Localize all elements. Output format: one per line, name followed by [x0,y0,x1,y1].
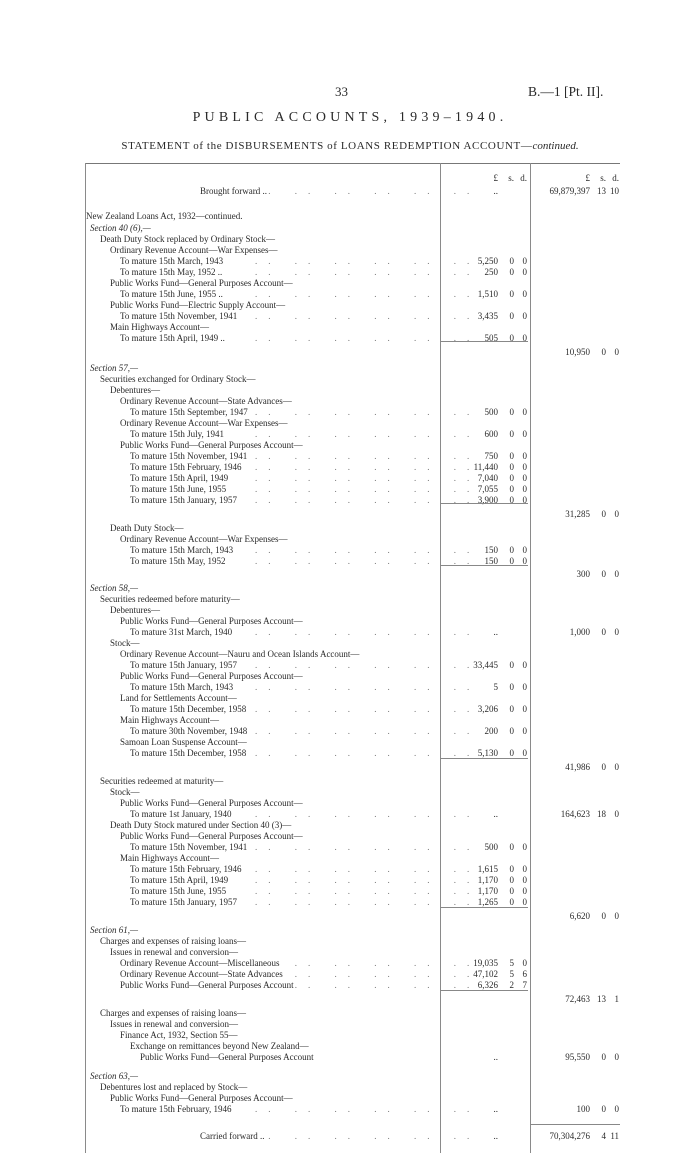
row-label: To mature 15th May, 1952 [130,556,226,566]
pence: 0 [522,267,527,277]
pounds: 69,879,397 [549,186,590,196]
row-label: Public Works Fund—General Purposes Account— [120,616,303,626]
row-label: To mature 15th November, 1941 [130,451,248,461]
leader-dots: .. .. .. .. .. .. [255,256,481,266]
row-label: Finance Act, 1932, Section 55— [120,1030,238,1040]
row-label: Ordinary Revenue Account—State Advances— [120,396,292,406]
leader-dots: .. .. .. .. .. .. [255,627,481,637]
ledger-row [0,761,700,773]
row-label: Brought forward .. [200,186,267,196]
row-label: Ordinary Revenue Account—War Expenses— [120,534,288,544]
row-label: Section 58,— [90,583,138,593]
shillings: 0 [601,762,606,772]
pence: 0 [614,569,619,579]
pounds: .. [493,1052,498,1062]
pounds: 500 [484,407,498,417]
leader-dots: .. .. .. .. .. .. [255,473,481,483]
pounds: 600 [484,429,498,439]
row-label: Charges and expenses of raising loans— [100,1008,247,1018]
pounds: .. [493,1131,498,1141]
pounds: 3,206 [477,704,498,714]
row-label: Public Works Fund—Electric Supply Account— [110,300,286,310]
shillings: 0 [509,289,514,299]
pence: 0 [522,704,527,714]
row-label: To mature 15th April, 1949 [130,875,229,885]
leader-dots: .. .. .. .. .. .. [255,333,481,343]
row-label: To mature 1st January, 1940 [130,809,232,819]
leader-dots: .. .. .. .. .. .. [255,556,481,566]
pounds: 1,510 [477,289,498,299]
pounds: 1,000 [569,627,590,637]
ledger-row [0,896,700,908]
leader-dots: .. .. .. .. .. .. [255,407,481,417]
ledger-row [0,979,700,991]
ledger-row [0,185,700,197]
row-label: Death Duty Stock— [110,523,184,533]
shillings: 4 [601,1131,606,1141]
leader-dots: .. .. .. .. .. .. [255,864,481,874]
pence: 0 [522,875,527,885]
row-label: To mature 15th February, 1946 [130,864,242,874]
pence: 1 [614,994,619,1004]
leader-dots: .. .. .. .. .. .. [255,897,481,907]
pence: 0 [614,509,619,519]
row-label: Section 57,— [90,363,138,373]
shillings: 0 [601,347,606,357]
row-label: Securities redeemed before maturity— [100,594,240,604]
row-label: Main Highways Account— [120,715,219,725]
leader-dots: .. .. .. .. .. .. [255,704,481,714]
row-label: Main Highways Account— [110,322,209,332]
row-label: Public Works Fund—General Purposes Account— [120,831,303,841]
ledger-row [0,210,700,222]
pence: 6 [522,969,527,979]
pounds: 5 [493,682,498,692]
row-label: Stock— [110,638,140,648]
pence: 0 [522,748,527,758]
pounds: 10,950 [565,347,590,357]
pence: 0 [522,897,527,907]
shillings: 0 [509,473,514,483]
row-label: To mature 15th June, 1955 [130,886,227,896]
shillings: 0 [509,864,514,874]
pounds: 150 [484,545,498,555]
pounds: 95,550 [565,1052,590,1062]
subtotal-rule [440,990,528,991]
row-label: Land for Settlements Account— [120,693,237,703]
pounds: 200 [484,726,498,736]
pounds: 3,900 [477,495,498,505]
pence: 0 [614,1104,619,1114]
leader-dots: .. .. .. .. .. .. [255,726,481,736]
shillings: 0 [509,267,514,277]
shillings: 0 [509,556,514,566]
ledger-row [0,555,700,567]
subtotal-rule [440,503,528,504]
col1-pound-header: £ [493,173,498,183]
leader-dots: .. .. .. .. .. .. [255,958,481,968]
pounds: 5,130 [477,748,498,758]
pounds: 1,615 [477,864,498,874]
leader-dots: .. .. .. .. .. .. [255,875,481,885]
shillings: 18 [597,809,606,819]
shillings: 0 [509,682,514,692]
row-label: Public Works Fund—General Purposes Account— [110,278,293,288]
statement-continued: continued. [532,140,579,152]
ledger-row [0,1103,700,1115]
row-label: To mature 15th July, 1941 [130,429,225,439]
row-label: Section 61,— [90,925,138,935]
row-label: Ordinary Revenue Account—Nauru and Ocean Islands Account— [120,649,360,659]
row-label: To mature 15th February, 1946 [130,462,242,472]
shillings: 0 [509,311,514,321]
row-label: To mature 15th March, 1943 [130,682,234,692]
pence: 0 [522,842,527,852]
row-label: Public Works Fund—General Purposes Account— [110,1093,293,1103]
pounds: .. [493,627,498,637]
pence: 0 [614,911,619,921]
pounds: 31,285 [565,509,590,519]
shillings: 0 [509,407,514,417]
pence: 0 [522,407,527,417]
row-label: Main Highways Account— [120,853,219,863]
ledger-row [0,332,700,344]
shillings: 13 [597,994,606,1004]
row-label: Public Works Fund—General Purposes Account— [120,440,303,450]
pence: 0 [522,451,527,461]
row-label: Stock— [110,787,140,797]
row-label: To mature 15th September, 1947 [130,407,248,417]
shillings: 0 [509,451,514,461]
row-label: Section 63,— [90,1071,138,1081]
shillings: 5 [509,958,514,968]
leader-dots: .. .. .. .. .. .. [255,1104,481,1114]
row-label: To mature 15th November, 1941 [130,842,248,852]
ledger-row [0,910,700,922]
row-label: To mature 15th January, 1957 [130,495,238,505]
row-label: Issues in renewal and conversion— [110,947,238,957]
shillings: 0 [509,897,514,907]
row-label: To mature 15th December, 1958 [130,748,247,758]
row-label: Ordinary Revenue Account—War Expenses— [120,418,288,428]
shillings: 0 [509,484,514,494]
row-label: To mature 15th March, 1943 [120,256,224,266]
document-reference: B.—1 [Pt. II]. [528,84,604,99]
shillings: 0 [601,509,606,519]
leader-dots: .. .. .. .. .. .. [255,748,481,758]
shillings: 0 [601,627,606,637]
shillings: 0 [601,569,606,579]
ledger-row [0,568,700,580]
row-label: To mature 31st March, 1940 [130,627,233,637]
leader-dots: .. .. .. .. .. .. [255,451,481,461]
row-label: New Zealand Loans Act, 1932—continued. [86,211,243,221]
pounds: 1,170 [477,875,498,885]
pence: 0 [522,484,527,494]
pence: 0 [614,1052,619,1062]
pounds: 3,435 [477,311,498,321]
pounds: 1,170 [477,886,498,896]
row-label: Death Duty Stock matured under Section 40 (3)— [110,820,292,830]
row-label: Charges and expenses of raising loans— [100,936,247,946]
pounds: 300 [576,569,590,579]
pounds: 500 [484,842,498,852]
pounds: .. [493,186,498,196]
ledger-row [0,993,700,1005]
leader-dots: .. .. .. .. .. .. [255,267,481,277]
leader-dots: .. .. .. .. .. .. [255,886,481,896]
row-label: Public Works Fund—General Purposes Account— [120,798,303,808]
pence: 0 [522,864,527,874]
shillings: 0 [601,1104,606,1114]
pence: 0 [522,462,527,472]
pence: 7 [522,980,527,990]
shillings: 0 [509,333,514,343]
col1-pence-header: d. [520,173,527,183]
shillings: 0 [509,886,514,896]
pence: 10 [610,186,619,196]
leader-dots: .. .. .. .. .. .. [255,809,481,819]
pounds: 100 [576,1104,590,1114]
pence: 0 [614,627,619,637]
page-number: 33 [335,84,348,99]
row-label: Public Works Fund—General Purposes Account [140,1052,314,1062]
shillings: 2 [509,980,514,990]
pence: 0 [614,809,619,819]
row-label: To mature 15th November, 1941 [120,311,238,321]
row-label: Carried forward .. [200,1131,265,1141]
row-label: Debentures— [110,385,160,395]
shillings: 0 [509,495,514,505]
shillings: 0 [509,842,514,852]
row-label: To mature 15th December, 1958 [130,704,247,714]
pounds: 7,040 [477,473,498,483]
row-label: Ordinary Revenue Account—State Advances [120,969,283,979]
row-label: To mature 15th January, 1957 [130,897,238,907]
pence: 11 [610,1131,619,1141]
pounds: 750 [484,451,498,461]
pounds: 6,620 [569,911,590,921]
shillings: 0 [509,875,514,885]
row-label: To mature 30th November, 1948 [130,726,248,736]
leader-dots: .. .. .. .. .. .. [255,842,481,852]
leader-dots: .. .. .. .. .. .. [255,311,481,321]
shillings: 0 [509,660,514,670]
row-label: Debentures lost and replaced by Stock— [100,1082,248,1092]
shillings: 0 [509,256,514,266]
pence: 0 [522,726,527,736]
pounds: 5,250 [477,256,498,266]
pounds: 164,623 [560,809,590,819]
pounds: 7,055 [477,484,498,494]
row-label: Ordinary Revenue Account—Miscellaneous [120,958,280,968]
row-label: Section 40 (6),— [90,223,151,233]
row-label: Issues in renewal and conversion— [110,1019,238,1029]
shillings: 0 [509,545,514,555]
row-label: To mature 15th June, 1955 .. [120,289,223,299]
leader-dots: .. .. .. .. .. .. [255,980,481,990]
shillings: 0 [509,462,514,472]
shillings: 13 [597,186,606,196]
pounds: 41,986 [565,762,590,772]
row-label: To mature 15th June, 1955 [130,484,227,494]
pence: 0 [522,495,527,505]
shillings: 5 [509,969,514,979]
row-label: To mature 15th May, 1952 .. [120,267,223,277]
statement-text: STATEMENT of the DISBURSEMENTS of LOANS REDEMPTION ACCOUNT— [121,140,533,152]
total-rule [530,1124,620,1125]
row-label: Securities redeemed at maturity— [100,776,224,786]
ledger-row [0,1130,700,1142]
pence: 0 [614,762,619,772]
pence: 0 [522,289,527,299]
leader-dots: .. .. .. .. .. .. [255,660,481,670]
row-label: Securities exchanged for Ordinary Stock— [100,374,256,384]
pence: 0 [522,556,527,566]
subtotal-rule [440,341,528,342]
pounds: .. [493,1104,498,1114]
row-label: To mature 15th April, 1949 .. [120,333,225,343]
shillings: 0 [601,911,606,921]
row-label: Death Duty Stock replaced by Ordinary Stock— [100,234,275,244]
pence: 0 [522,545,527,555]
pence: 0 [614,347,619,357]
page-title: PUBLIC ACCOUNTS, 1939–1940. [192,110,508,125]
pence: 0 [522,958,527,968]
shillings: 0 [601,1052,606,1062]
subtotal-rule [440,758,528,759]
row-label: Ordinary Revenue Account—War Expenses— [110,245,278,255]
pounds: 250 [484,267,498,277]
leader-dots: .. .. .. .. .. .. [255,289,481,299]
leader-dots: .. .. .. .. .. .. [255,462,481,472]
pence: 0 [522,429,527,439]
ledger-row [0,1051,700,1063]
row-label: Public Works Fund—General Purposes Account— [120,671,303,681]
leader-dots: .. .. .. .. .. .. [255,682,481,692]
row-label: Debentures— [110,605,160,615]
ledger-row [0,346,700,358]
pounds: 72,463 [565,994,590,1004]
row-label: Public Works Fund—General Purposes Account [120,980,294,990]
pounds: 70,304,276 [549,1131,590,1141]
pence: 0 [522,473,527,483]
shillings: 0 [509,748,514,758]
shillings: 0 [509,726,514,736]
pence: 0 [522,311,527,321]
leader-dots: .. .. .. .. .. .. [255,1131,481,1141]
pounds: 19,035 [473,958,498,968]
col2-pound-header: £ [585,173,590,183]
col2-pence-header: d. [612,173,619,183]
row-label: To mature 15th March, 1943 [130,545,234,555]
row-label: Samoan Loan Suspense Account— [120,737,247,747]
row-label: To mature 15th January, 1957 [130,660,238,670]
ledger-row [0,494,700,506]
pounds: 33,445 [473,660,498,670]
leader-dots: .. .. .. .. .. .. [255,969,481,979]
col2-shilling-header: s. [600,173,606,183]
subtotal-rule [440,907,528,908]
ledger-row [0,508,700,520]
pounds: 6,326 [477,980,498,990]
row-label: To mature 15th February, 1946 [120,1104,232,1114]
pounds: .. [493,809,498,819]
shillings: 0 [509,429,514,439]
leader-dots: .. .. .. .. .. .. [255,186,481,196]
pounds: 47,102 [473,969,498,979]
pence: 0 [522,682,527,692]
subtotal-rule [440,565,528,566]
leader-dots: .. .. .. .. .. .. [255,429,481,439]
col1-shilling-header: s. [508,173,514,183]
pence: 0 [522,256,527,266]
leader-dots: .. .. .. .. .. .. [255,484,481,494]
row-label: To mature 15th April, 1949 [130,473,229,483]
row-label: Exchange on remittances beyond New Zealand— [130,1041,309,1051]
shillings: 0 [509,704,514,714]
ledger-row [0,747,700,759]
pence: 0 [522,660,527,670]
leader-dots: .. .. .. .. .. .. [255,495,481,505]
pence: 0 [522,333,527,343]
leader-dots: .. .. .. .. .. .. [255,545,481,555]
pence: 0 [522,886,527,896]
pounds: 505 [484,333,498,343]
pounds: 11,440 [473,462,498,472]
pounds: 1,265 [477,897,498,907]
pounds: 150 [484,556,498,566]
